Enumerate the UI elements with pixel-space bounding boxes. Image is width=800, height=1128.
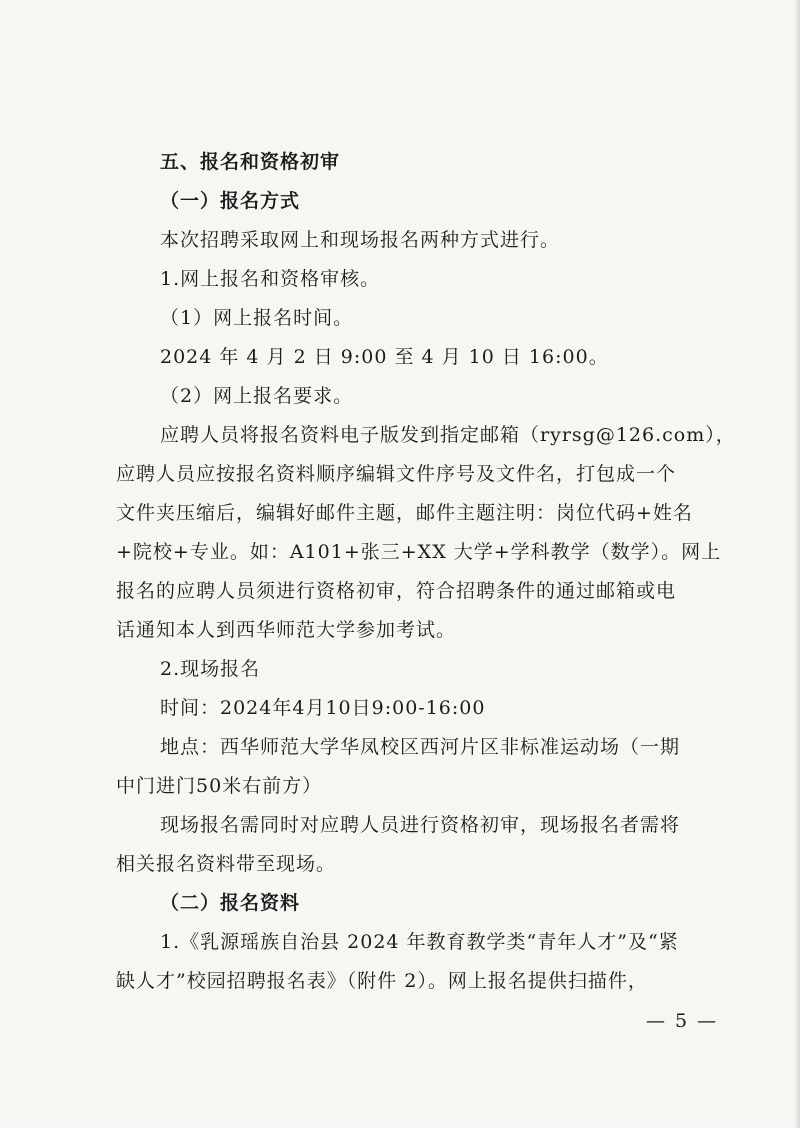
subsection-heading-materials: （二）报名资料 xyxy=(160,892,301,914)
subsection-heading-registration-method: （一）报名方式 xyxy=(160,190,301,212)
item-online-registration-title: 1.网上报名和资格审核。 xyxy=(160,268,381,290)
section-heading: 五、报名和资格初审 xyxy=(160,151,341,173)
paragraph-intro: 本次招聘采取网上和现场报名两种方式进行。 xyxy=(160,229,561,251)
requirements-line-3: 文件夹压缩后，编辑好邮件主题，邮件主题注明：岗位代码+姓名 xyxy=(116,502,693,524)
item-onsite-registration-title: 2.现场报名 xyxy=(160,658,261,680)
materials-line-1: 1.《乳源瑶族自治县 2024 年教育教学类“青年人才”及“紧 xyxy=(160,931,679,953)
onsite-place-line-2: 中门进门50米右前方） xyxy=(116,775,323,797)
onsite-note-line-1: 现场报名需同时对应聘人员进行资格初审，现场报名者需将 xyxy=(160,814,681,836)
item-online-requirements-title: （2）网上报名要求。 xyxy=(160,385,354,407)
requirements-line-1: 应聘人员将报名资料电子版发到指定邮箱（ryrsg@126.com）， xyxy=(160,424,736,446)
requirements-line-2: 应聘人员应按报名资料顺序编辑文件序号及文件名，打包成一个 xyxy=(116,463,677,485)
page-edge-shadow xyxy=(794,0,800,1128)
requirements-line-4: +院校+专业。如：A101+张三+XX 大学+学科教学（数学）。网上 xyxy=(116,541,722,563)
item-online-time-title: （1）网上报名时间。 xyxy=(160,307,354,329)
materials-line-2: 缺人才”校园招聘报名表》（附件 2）。网上报名提供扫描件， xyxy=(116,970,648,992)
requirements-line-5: 报名的应聘人员须进行资格初审，符合招聘条件的通过邮箱或电 xyxy=(116,580,677,602)
onsite-place-line-1: 地点：西华师范大学华凤校区西河片区非标准运动场（一期 xyxy=(160,736,681,758)
item-online-time-text: 2024 年 4 月 2 日 9:00 至 4 月 10 日 16:00。 xyxy=(160,346,609,368)
onsite-time: 时间：2024年4月10日9:00-16:00 xyxy=(160,697,486,719)
requirements-line-6: 话通知本人到西华师范大学参加考试。 xyxy=(116,619,457,641)
page-number: — 5 — xyxy=(646,1010,719,1032)
onsite-note-line-2: 相关报名资料带至现场。 xyxy=(116,853,337,875)
